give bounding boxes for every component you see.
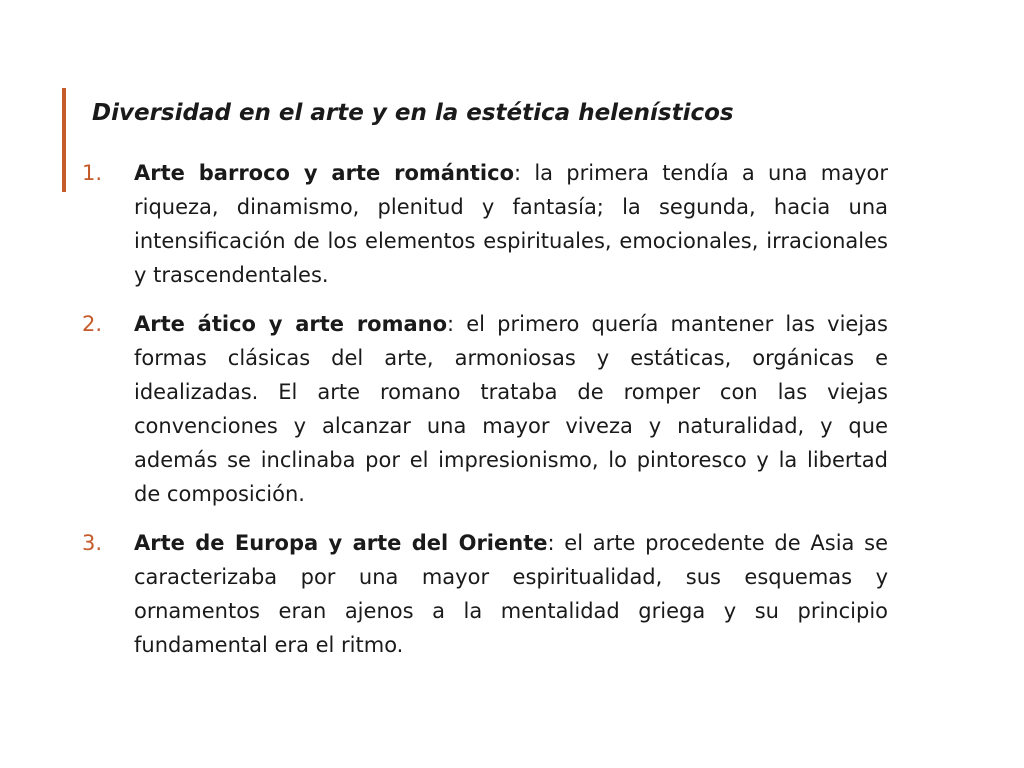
- slide-title: Diversidad en el arte y en la estética helenísticos: [92, 100, 734, 126]
- list-item-text: : el arte procedente de Asia se caracterizaba por una mayor espiritualidad, sus esquemas y ornamentos eran ajenos a la mentalidad griega y su principio fundamental era el ritmo.: [134, 531, 888, 657]
- list-item-number: 2.: [82, 312, 103, 336]
- list-item-2: [82, 307, 888, 511]
- accent-bar: [62, 88, 66, 192]
- numbered-list: [82, 156, 888, 677]
- list-item-term: Arte de Europa y arte del Oriente: [134, 531, 548, 555]
- list-item-3: [82, 526, 888, 662]
- list-item-text: : el primero quería mantener las viejas formas clásicas del arte, armoniosas y estáticas, orgánicas e idealizadas. El arte romano trataba de romper con las viejas convenciones y alcanzar una mayor viveza y naturalidad, y que además se inclinaba por el impresionismo, lo pintoresco y la libertad de composición.: [134, 312, 888, 506]
- list-item-text: : la primera tendía a una mayor riqueza, dinamismo, plenitud y fantasía; la segunda, hacia una intensificación de los elementos espirituales, emocionales, irracionales y trascendentales.: [134, 161, 888, 287]
- list-item-1: [82, 156, 888, 292]
- list-item-term: Arte ático y arte romano: [134, 312, 448, 336]
- list-item-term: Arte barroco y arte romántico: [134, 161, 515, 185]
- list-item-number: 3.: [82, 531, 103, 555]
- list-item-number: 1.: [82, 161, 103, 185]
